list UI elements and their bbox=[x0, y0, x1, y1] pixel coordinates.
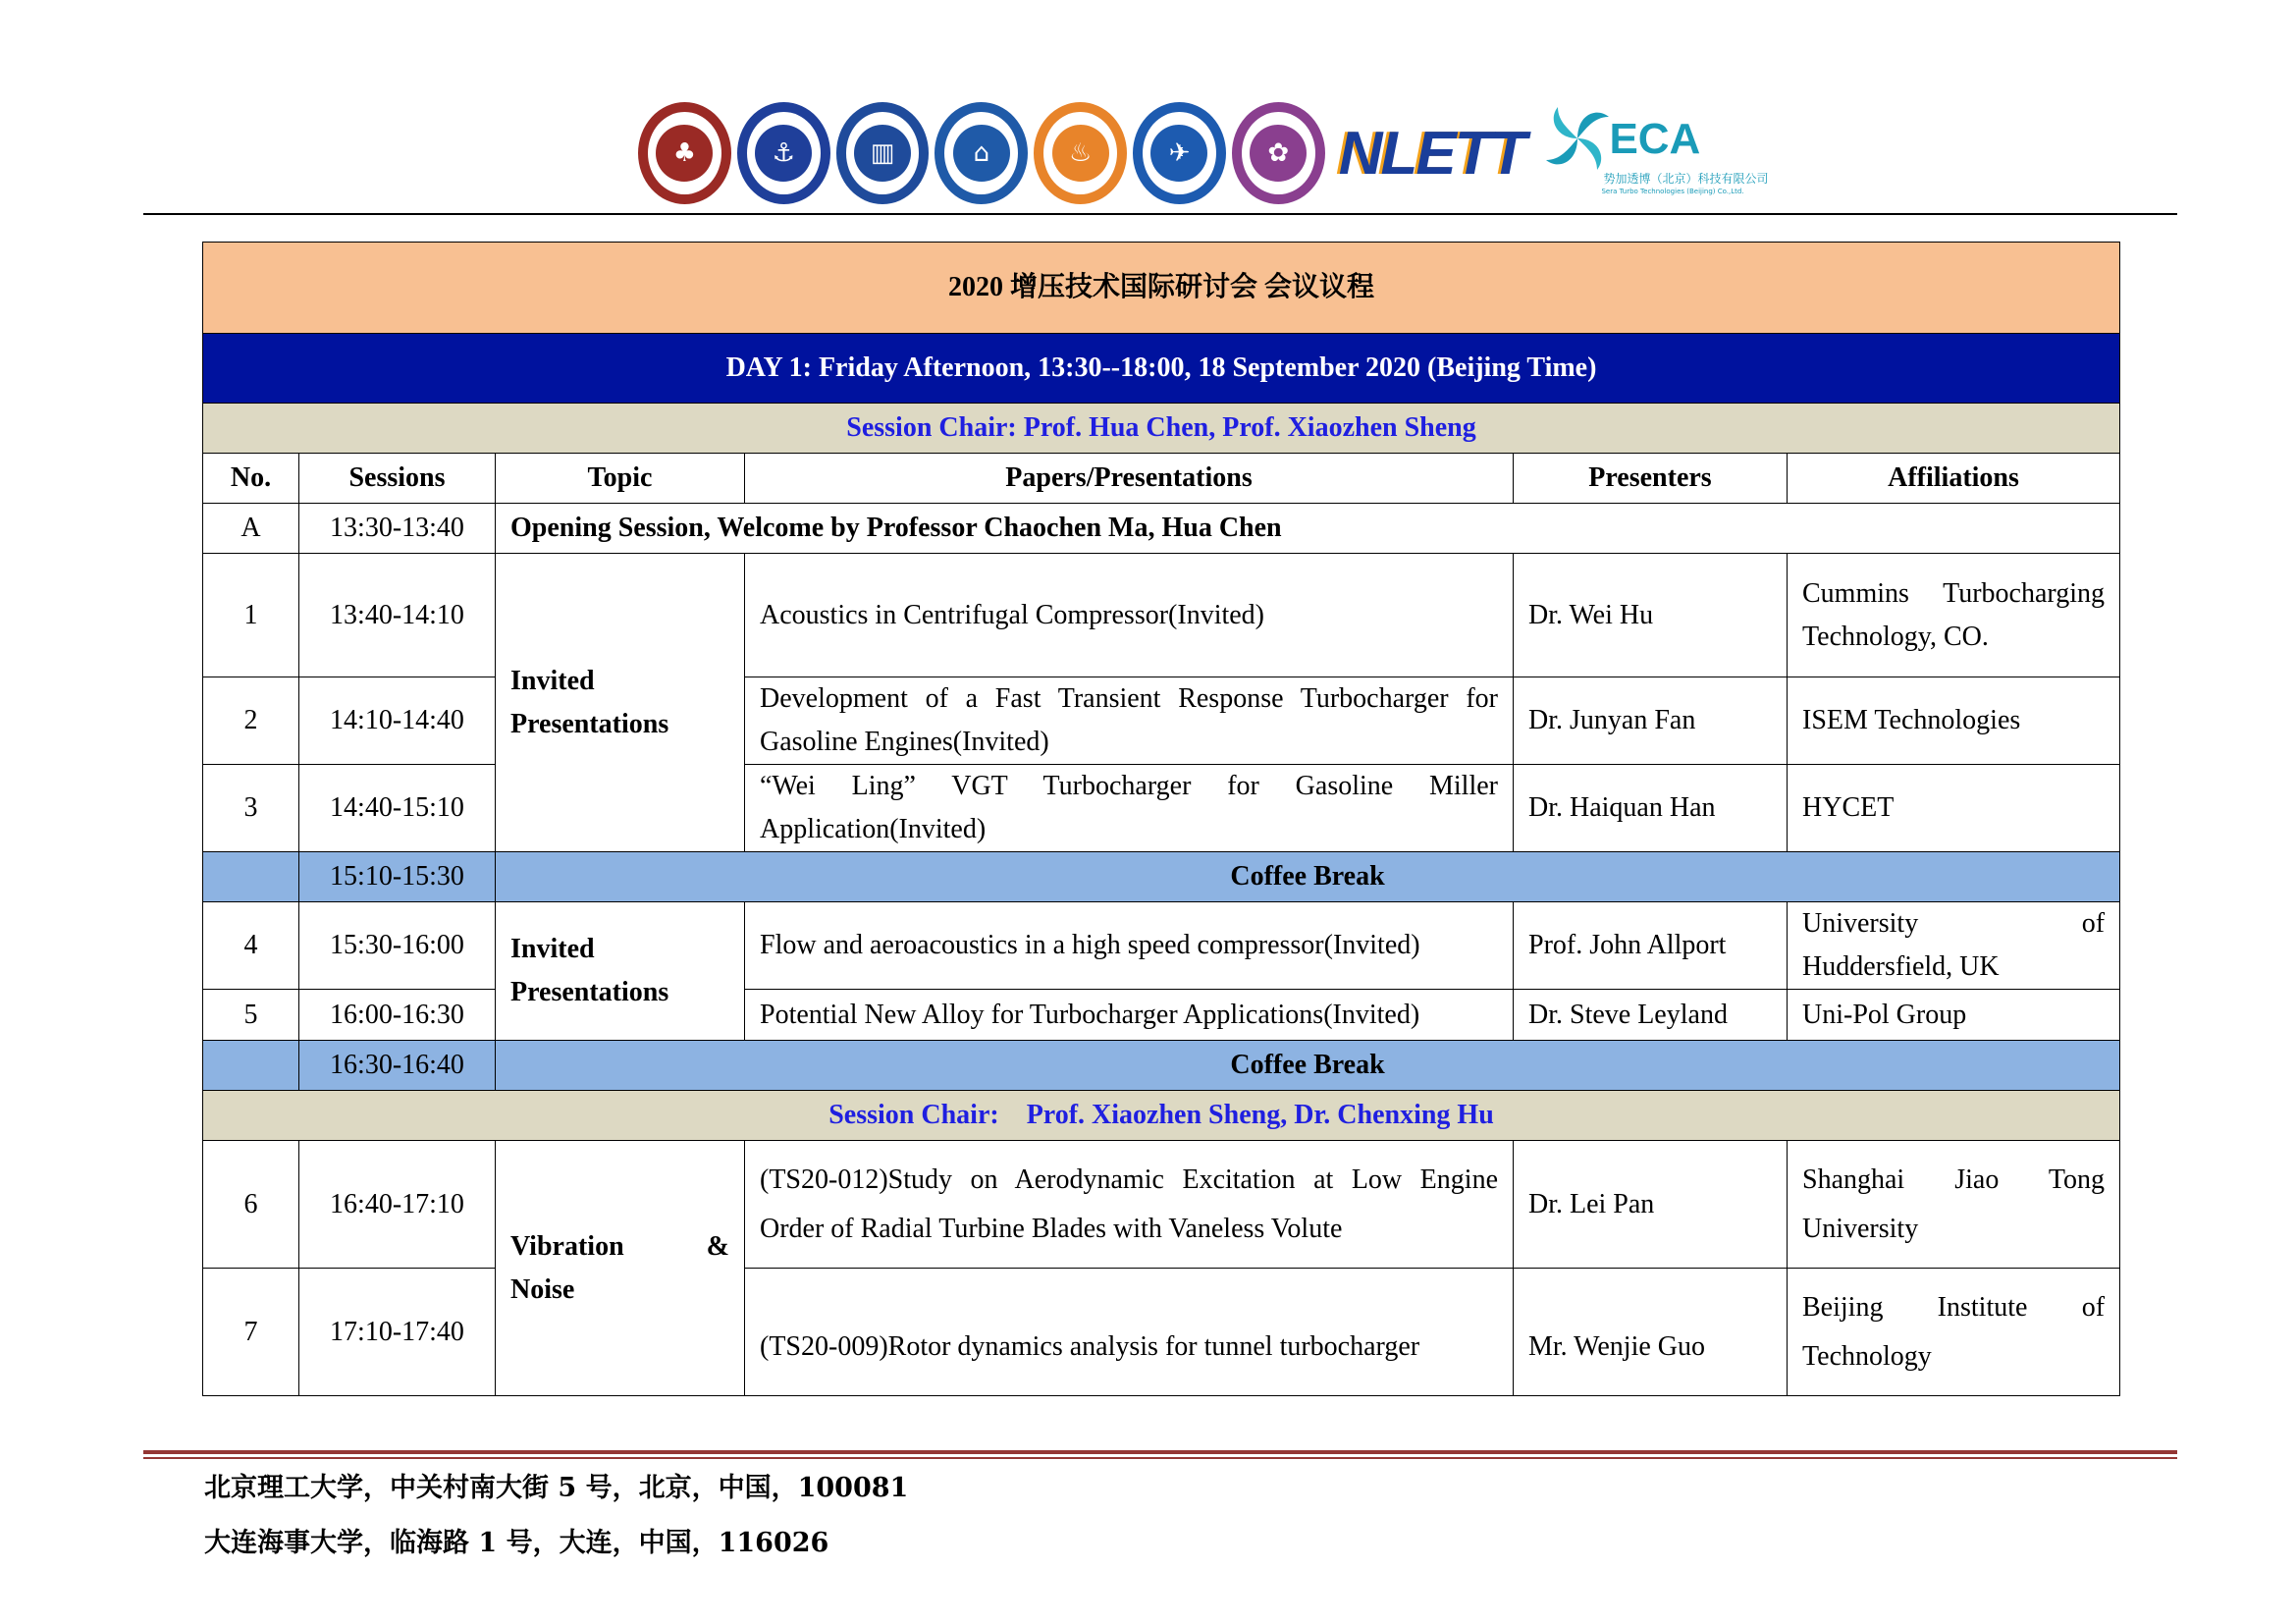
session-time: 13:30-13:40 bbox=[299, 504, 496, 554]
day-banner-row bbox=[203, 334, 2120, 404]
affiliation: Shanghai Jiao Tong University bbox=[1788, 1141, 2120, 1269]
topic-cell: Invited Presentations bbox=[496, 554, 745, 852]
table-row bbox=[203, 990, 2120, 1041]
affiliation: University of Huddersfield, UK bbox=[1788, 902, 2120, 990]
shanghai-jiao-tong-university-emblem-icon: ⌂ bbox=[953, 125, 1010, 182]
eca-logo bbox=[1538, 99, 1769, 207]
footer-address: 北京理工大学，中关村南大街 5 号，北京，中国，100081 bbox=[204, 1473, 909, 1503]
column-header: No. bbox=[203, 454, 299, 504]
affiliation: HYCET bbox=[1788, 765, 2120, 852]
session-time: 16:40-17:10 bbox=[299, 1141, 496, 1269]
presenter: Mr. Wenjie Guo bbox=[1514, 1269, 1788, 1396]
eca-swirl-icon bbox=[1538, 99, 1617, 178]
opening-session-text: Opening Session, Welcome by Professor Chaochen Ma, Hua Chen bbox=[496, 504, 2120, 554]
coffee-break-label: Coffee Break bbox=[496, 852, 2120, 902]
paper-title: “Wei Ling” VGT Turbocharger for Gasoline Miller Application(Invited) bbox=[745, 765, 1514, 852]
coffee-break-empty-cell bbox=[203, 852, 299, 902]
eca-logo-subtitle: 势加透博（北京）科技有限公司 bbox=[1603, 172, 1769, 186]
shanghai-university-of-engineering-science-emblem-icon: ✈ bbox=[1150, 125, 1207, 182]
session-chair-row bbox=[203, 1091, 2120, 1141]
presenter: Dr. Lei Pan bbox=[1514, 1141, 1788, 1269]
shanghai-jiao-tong-university-logo bbox=[934, 102, 1028, 204]
header-divider bbox=[143, 213, 2177, 215]
session-time: 16:00-16:30 bbox=[299, 990, 496, 1041]
session-time: 14:10-14:40 bbox=[299, 677, 496, 765]
dalian-maritime-university-emblem-icon: ⚓ bbox=[755, 125, 812, 182]
column-header: Sessions bbox=[299, 454, 496, 504]
column-header: Topic bbox=[496, 454, 745, 504]
row-number: 7 bbox=[203, 1269, 299, 1396]
topic-cell bbox=[496, 1141, 745, 1396]
session-time: 14:40-15:10 bbox=[299, 765, 496, 852]
column-header: Papers/Presentations bbox=[745, 454, 1514, 504]
coffee-break-row bbox=[203, 852, 2120, 902]
session-chair: Session Chair: Prof. Hua Chen, Prof. Xiaozhen Sheng bbox=[203, 404, 2120, 454]
coffee-break-row bbox=[203, 1041, 2120, 1091]
session-chair-row bbox=[203, 404, 2120, 454]
tianjin-university-emblem-icon: ✿ bbox=[1250, 125, 1307, 182]
eca-logo-subtitle-en: Sera Turbo Technologies (Beijing) Co.,Ltd. bbox=[1601, 188, 1744, 195]
topic-ampersand: & bbox=[706, 1230, 729, 1262]
header-logos bbox=[638, 98, 1769, 208]
row-number: 6 bbox=[203, 1141, 299, 1269]
tianjin-university-logo bbox=[1232, 102, 1325, 204]
agenda-title-row bbox=[203, 243, 2120, 334]
column-header: Affiliations bbox=[1788, 454, 2120, 504]
eca-logo-text: ECA bbox=[1609, 115, 1701, 163]
paper-title: Acoustics in Centrifugal Compressor(Invited) bbox=[745, 554, 1514, 677]
footer-divider-thin bbox=[143, 1457, 2177, 1459]
coffee-break-label: Coffee Break bbox=[496, 1041, 2120, 1091]
presenter: Dr. Junyan Fan bbox=[1514, 677, 1788, 765]
beijing-institute-of-technology-logo bbox=[638, 102, 731, 204]
row-number: A bbox=[203, 504, 299, 554]
coffee-break-time: 15:10-15:30 bbox=[299, 852, 496, 902]
row-number: 2 bbox=[203, 677, 299, 765]
table-row bbox=[203, 902, 2120, 990]
agenda-table bbox=[202, 242, 2120, 1396]
coffee-break-time: 16:30-16:40 bbox=[299, 1041, 496, 1091]
day-banner: DAY 1: Friday Afternoon, 13:30--18:00, 18 September 2020 (Beijing Time) bbox=[203, 334, 2120, 404]
shanghai-university-of-engineering-science-logo bbox=[1133, 102, 1226, 204]
table-row bbox=[203, 1269, 2120, 1396]
coffee-break-empty-cell bbox=[203, 1041, 299, 1091]
session-time: 15:30-16:00 bbox=[299, 902, 496, 990]
presenter: Prof. John Allport bbox=[1514, 902, 1788, 990]
footer-divider bbox=[143, 1450, 2177, 1454]
paper-title: Development of a Fast Transient Response Turbocharger for Gasoline Engines(Invited) bbox=[745, 677, 1514, 765]
harbin-engineering-university-emblem-icon: ▥ bbox=[854, 125, 911, 182]
row-number: 5 bbox=[203, 990, 299, 1041]
session-time: 17:10-17:40 bbox=[299, 1269, 496, 1396]
southern-university-of-science-and-technology-emblem-icon: ♨ bbox=[1052, 125, 1109, 182]
affiliation: Beijing Institute of Technology bbox=[1788, 1269, 2120, 1396]
beijing-institute-of-technology-emblem-icon: ♣ bbox=[656, 125, 713, 182]
presenter: Dr. Steve Leyland bbox=[1514, 990, 1788, 1041]
session-chair: Session Chair: Prof. Xiaozhen Sheng, Dr. Chenxing Hu bbox=[203, 1091, 2120, 1141]
agenda-title: 2020 增压技术国际研讨会 会议议程 bbox=[203, 243, 2120, 334]
table-row bbox=[203, 765, 2120, 852]
nlett-logo: NLETT bbox=[1338, 119, 1525, 188]
table-row bbox=[203, 677, 2120, 765]
topic-cell: Invited Presentations bbox=[496, 902, 745, 1041]
paper-title: (TS20-009)Rotor dynamics analysis for tunnel turbocharger bbox=[745, 1269, 1514, 1396]
presenter: Dr. Wei Hu bbox=[1514, 554, 1788, 677]
table-row bbox=[203, 1141, 2120, 1269]
topic-label: Vibration bbox=[510, 1230, 624, 1262]
paper-title: Potential New Alloy for Turbocharger Applications(Invited) bbox=[745, 990, 1514, 1041]
row-number: 4 bbox=[203, 902, 299, 990]
affiliation: Uni-Pol Group bbox=[1788, 990, 2120, 1041]
column-header-row bbox=[203, 454, 2120, 504]
presenter: Dr. Haiquan Han bbox=[1514, 765, 1788, 852]
session-time: 13:40-14:10 bbox=[299, 554, 496, 677]
harbin-engineering-university-logo bbox=[836, 102, 930, 204]
row-number: 1 bbox=[203, 554, 299, 677]
row-number: 3 bbox=[203, 765, 299, 852]
table-row bbox=[203, 554, 2120, 677]
affiliation: Cummins Turbocharging Technology, CO. bbox=[1788, 554, 2120, 677]
affiliation: ISEM Technologies bbox=[1788, 677, 2120, 765]
footer-address: 大连海事大学，临海路 1 号，大连，中国，116026 bbox=[204, 1528, 829, 1558]
table-row bbox=[203, 504, 2120, 554]
paper-title: Flow and aeroacoustics in a high speed compressor(Invited) bbox=[745, 902, 1514, 990]
southern-university-of-science-and-technology-logo bbox=[1034, 102, 1127, 204]
column-header: Presenters bbox=[1514, 454, 1788, 504]
topic-label: Noise bbox=[510, 1273, 575, 1305]
paper-title: (TS20-012)Study on Aerodynamic Excitation at Low Engine Order of Radial Turbine Blades with Vaneless Volute bbox=[745, 1141, 1514, 1269]
dalian-maritime-university-logo bbox=[737, 102, 830, 204]
